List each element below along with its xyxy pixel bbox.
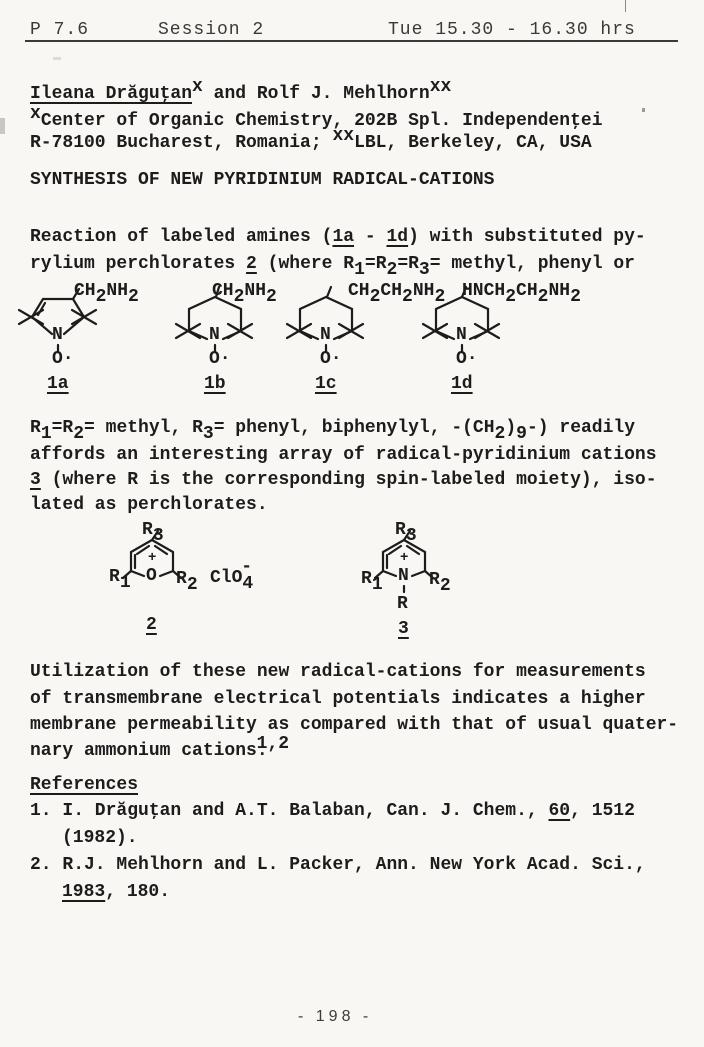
s3-substituent-r2: R2 — [429, 570, 451, 596]
para1-line1: Reaction of labeled amines (1a - 1d) with substituted py- — [30, 227, 646, 247]
s3-substituent-r: R — [397, 594, 408, 614]
affiliation-2: R-78100 Bucharest, Romania; xxLBL, Berkeley, CA, USA — [30, 126, 592, 153]
para3-line3: membrane permeability as compared with that of usual quater- — [30, 715, 679, 735]
s3-substituent-r3: R3 — [395, 520, 417, 546]
formula-1c: CH2CH2NH2 — [348, 281, 446, 307]
reference-1-line2: (1982). — [62, 828, 138, 848]
label-1c: 1c — [315, 374, 337, 394]
label-1a: 1a — [47, 374, 69, 394]
n-atom-1d: N — [456, 325, 467, 345]
s2-substituent-r1: R1 — [109, 567, 131, 593]
para2-line4: lated as perchlorates. — [30, 495, 268, 515]
oxyl-1a: O· — [52, 349, 74, 369]
formula-1b: CH2NH2 — [212, 281, 277, 307]
label-1b: 1b — [204, 374, 226, 394]
header-session-time: Tue 15.30 - 16.30 hrs — [388, 20, 636, 40]
n-atom-1a: N — [52, 325, 63, 345]
para3-line4: nary ammonium cations.1,2 — [30, 734, 290, 761]
oxyl-1d: O· — [456, 349, 478, 369]
para2-line1: R1=R2= methyl, R3= phenyl, biphenylyl, -(CH2)9-) readily — [30, 418, 636, 444]
scan-artifact — [625, 0, 626, 12]
header-session-code: P 7.6 — [30, 20, 90, 40]
label-3: 3 — [398, 619, 409, 639]
label-1d: 1d — [451, 374, 473, 394]
page-number: - 198 - — [298, 1008, 373, 1025]
n-atom-1c: N — [320, 325, 331, 345]
scan-artifact — [642, 108, 645, 112]
abstract-title: SYNTHESIS OF NEW PYRIDINIUM RADICAL-CATIONS — [30, 170, 495, 190]
s2-perchlorate: ClO4- — [210, 556, 254, 594]
formula-1d: HNCH2CH2NH2 — [462, 281, 581, 307]
reference-1-line1: 1. I. Drăguţan and A.T. Balaban, Can. J. Chem., 60, 1512 — [30, 801, 635, 821]
para1-line2: rylium perchlorates 2 (where R1=R2=R3= methyl, phenyl or — [30, 254, 635, 280]
label-2: 2 — [146, 615, 157, 635]
scan-artifact — [53, 57, 61, 60]
para2-line2: affords an interesting array of radical-pyridinium cations — [30, 445, 657, 465]
s2-o-atom: O — [146, 566, 157, 586]
references-heading: References — [30, 775, 139, 795]
n-atom-1b: N — [209, 325, 220, 345]
oxyl-1c: O· — [320, 349, 342, 369]
s3-plus-charge: + — [400, 550, 409, 566]
reference-2-line2: 1983, 180. — [62, 882, 171, 902]
s2-plus-charge: + — [148, 550, 157, 566]
para3-line2: of transmembrane electrical potentials indicates a higher — [30, 689, 646, 709]
oxyl-1b: O· — [209, 349, 231, 369]
s2-substituent-r2: R2 — [176, 569, 198, 595]
para3-line1: Utilization of these new radical-cations for measurements — [30, 662, 646, 682]
formula-1a: CH2NH2 — [74, 281, 139, 307]
s2-substituent-r3: R3 — [142, 520, 164, 546]
reference-2-line1: 2. R.J. Mehlhorn and L. Packer, Ann. New York Acad. Sci., — [30, 855, 646, 875]
header-session-name: Session 2 — [158, 20, 265, 40]
authors: Ileana Drăguţanx and Rolf J. Mehlhornxx — [30, 77, 452, 104]
affiliation-1: xCenter of Organic Chemistry, 202B Spl. Independenţei — [30, 104, 603, 131]
s3-n-atom: N — [398, 566, 409, 586]
para2-line3: 3 (where R is the corresponding spin-labeled moiety), iso- — [30, 470, 657, 490]
s3-substituent-r1: R1 — [361, 569, 383, 595]
scan-artifact — [0, 118, 5, 134]
